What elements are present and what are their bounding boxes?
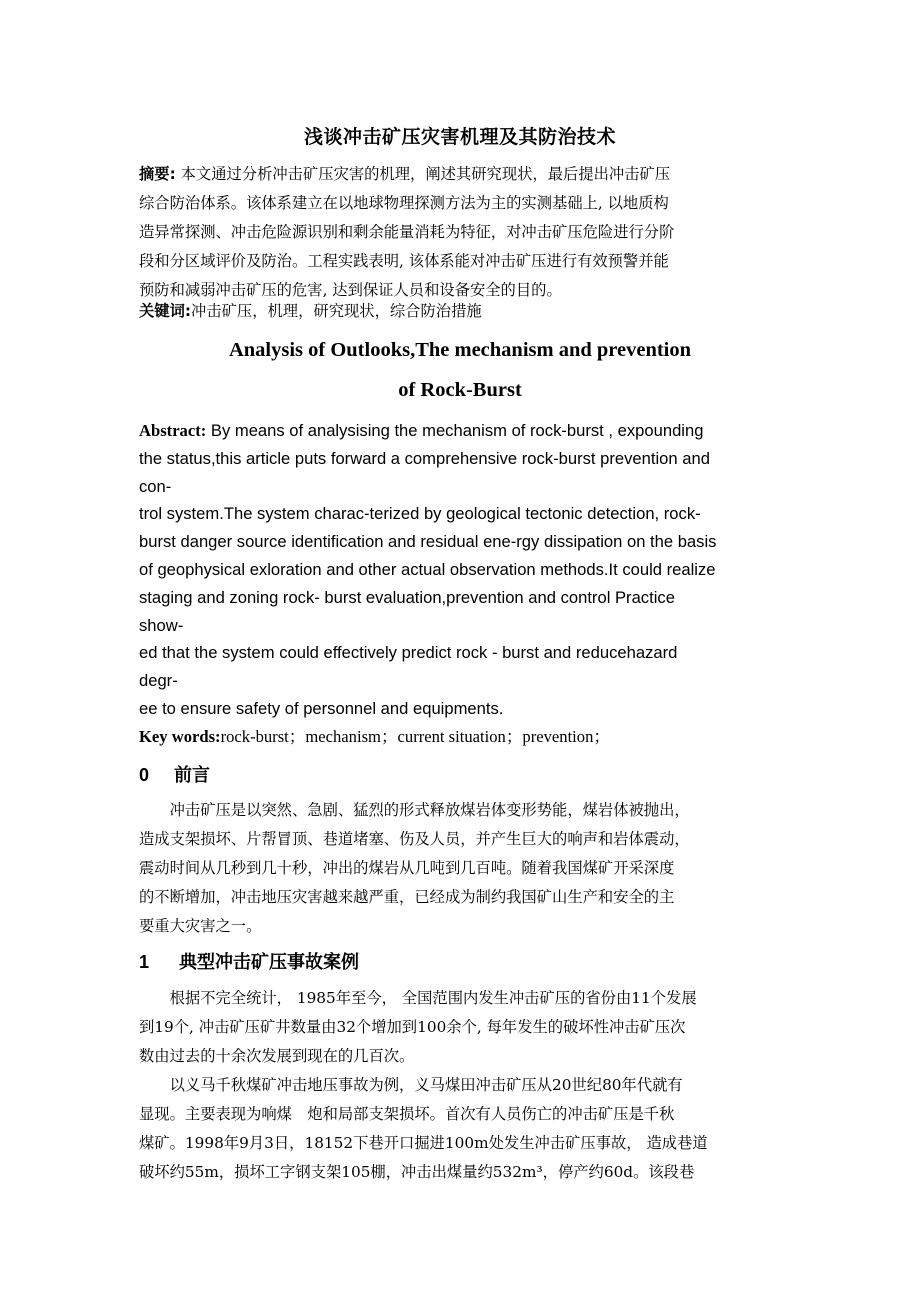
english-abstract-line: show- xyxy=(139,615,184,635)
english-abstract-line: staging and zoning rock- burst evaluation,prevention and control Practice xyxy=(139,587,675,607)
paragraph-line: 破坏约55m，损坏工字钢支架105棚，冲击出煤量约532m³，停产约60d。该段巷 xyxy=(139,1163,695,1181)
paragraph-line: 显现。主要表现为响煤 炮和局部支架损坏。首次有人员伤亡的冲击矿压是千秋 xyxy=(139,1105,675,1123)
section-1-title: 典型冲击矿压事故案例 xyxy=(179,952,359,973)
paragraph-line: 要重大灾害之一。 xyxy=(139,917,262,935)
english-abstract-line: ee to ensure safety of personnel and equipments. xyxy=(139,698,504,718)
section-0-heading xyxy=(139,761,210,787)
paragraph-line: 造成支架损坏、片帮冒顶、巷道堵塞、伤及人员，并产生巨大的响声和岩体震动， xyxy=(139,830,690,848)
english-keywords xyxy=(139,726,799,748)
paragraph-line: 根据不完全统计， 1985年至今， 全国范围内发生冲击矿压的省份由11个发展 xyxy=(169,989,697,1007)
chinese-title: 浅谈冲击矿压灾害机理及其防治技术 xyxy=(303,126,616,148)
chinese-keywords-text: 冲击矿压，机理，研究现状，综合防治措施 xyxy=(191,302,482,320)
section-1-number: 1 xyxy=(139,952,150,972)
english-abstract xyxy=(139,417,799,723)
paragraph-line: 的不断增加，冲击地压灾害越来越严重，已经成为制约我国矿山生产和安全的主 xyxy=(139,888,675,906)
chinese-abstract-label: 摘要: xyxy=(139,165,176,183)
paragraph-line: 震动时间从几秒到几十秒，冲出的煤岩从几吨到几百吨。随着我国煤矿开采深度 xyxy=(139,859,675,877)
chinese-abstract-line: 造异常探测、冲击危险源识别和剩余能量消耗为特征，对冲击矿压危险进行分阶 xyxy=(139,223,675,241)
english-title-line-2: of Rock-Burst xyxy=(398,379,522,401)
chinese-abstract-line: 摘要: 本文通过分析冲击矿压灾害的机理，阐述其研究现状，最后提出冲击矿压 xyxy=(139,165,671,183)
english-abstract-line: con- xyxy=(139,476,172,496)
english-abstract-line: burst danger source identification and residual ene-rgy dissipation on the basis xyxy=(139,532,717,552)
english-abstract-line: trol system.The system charac-terized by geological tectonic detection, rock- xyxy=(139,504,701,524)
english-keywords-text: rock-burst；mechanism；current situation；prevention； xyxy=(220,727,610,746)
paragraph-line: 以义马千秋煤矿冲击地压事故为例，义马煤田冲击矿压从20世纪80年代就有 xyxy=(169,1076,683,1094)
english-abstract-line: of geophysical exloration and other actual observation methods.It could realize xyxy=(139,559,716,579)
section-1-heading xyxy=(139,948,359,974)
section-0-paragraph xyxy=(139,796,789,941)
paragraph-line: 冲击矿压是以突然、急剧、猛烈的形式释放煤岩体变形势能，煤岩体被抛出， xyxy=(169,801,690,819)
section-0-title: 前言 xyxy=(174,765,210,786)
paragraph-line: 数由过去的十余次发展到现在的几百次。 xyxy=(139,1047,415,1065)
chinese-abstract-line: 段和分区域评价及防治。工程实践表明, 该体系能对冲击矿压进行有效预警并能 xyxy=(139,252,669,270)
english-title-line-1: Analysis of Outlooks,The mechanism and prevention xyxy=(228,339,692,361)
chinese-keywords xyxy=(139,300,789,322)
chinese-abstract-line: 预防和减弱冲击矿压的危害, 达到保证人员和设备安全的目的。 xyxy=(139,281,562,299)
section-1-paragraph-1 xyxy=(139,984,789,1071)
section-0-number: 0 xyxy=(139,765,150,785)
chinese-keywords-label: 关键词: xyxy=(139,302,192,320)
paragraph-line: 煤矿。1998年9月3日，18152下巷开口掘进100m处发生冲击矿压事故， 造成巷道 xyxy=(139,1134,708,1152)
english-abstract-label: Abstract: xyxy=(139,421,207,440)
chinese-abstract xyxy=(139,160,789,305)
english-keywords-label: Key words: xyxy=(139,727,221,746)
chinese-abstract-line: 综合防治体系。该体系建立在以地球物理探测方法为主的实测基础上, 以地质构 xyxy=(139,194,669,212)
english-abstract-line: Abstract: By means of analysising the mechanism of rock-burst , expounding xyxy=(139,421,704,440)
english-abstract-line: the status,this article puts forward a comprehensive rock-burst prevention and xyxy=(139,448,710,468)
english-abstract-line: ed that the system could effectively predict rock - burst and reducehazard xyxy=(139,643,678,663)
section-1-paragraph-2 xyxy=(139,1071,789,1187)
english-abstract-line: degr- xyxy=(139,671,178,691)
paragraph-line: 到19个, 冲击矿压矿井数量由32个增加到100余个, 每年发生的破坏性冲击矿压次 xyxy=(139,1018,686,1036)
